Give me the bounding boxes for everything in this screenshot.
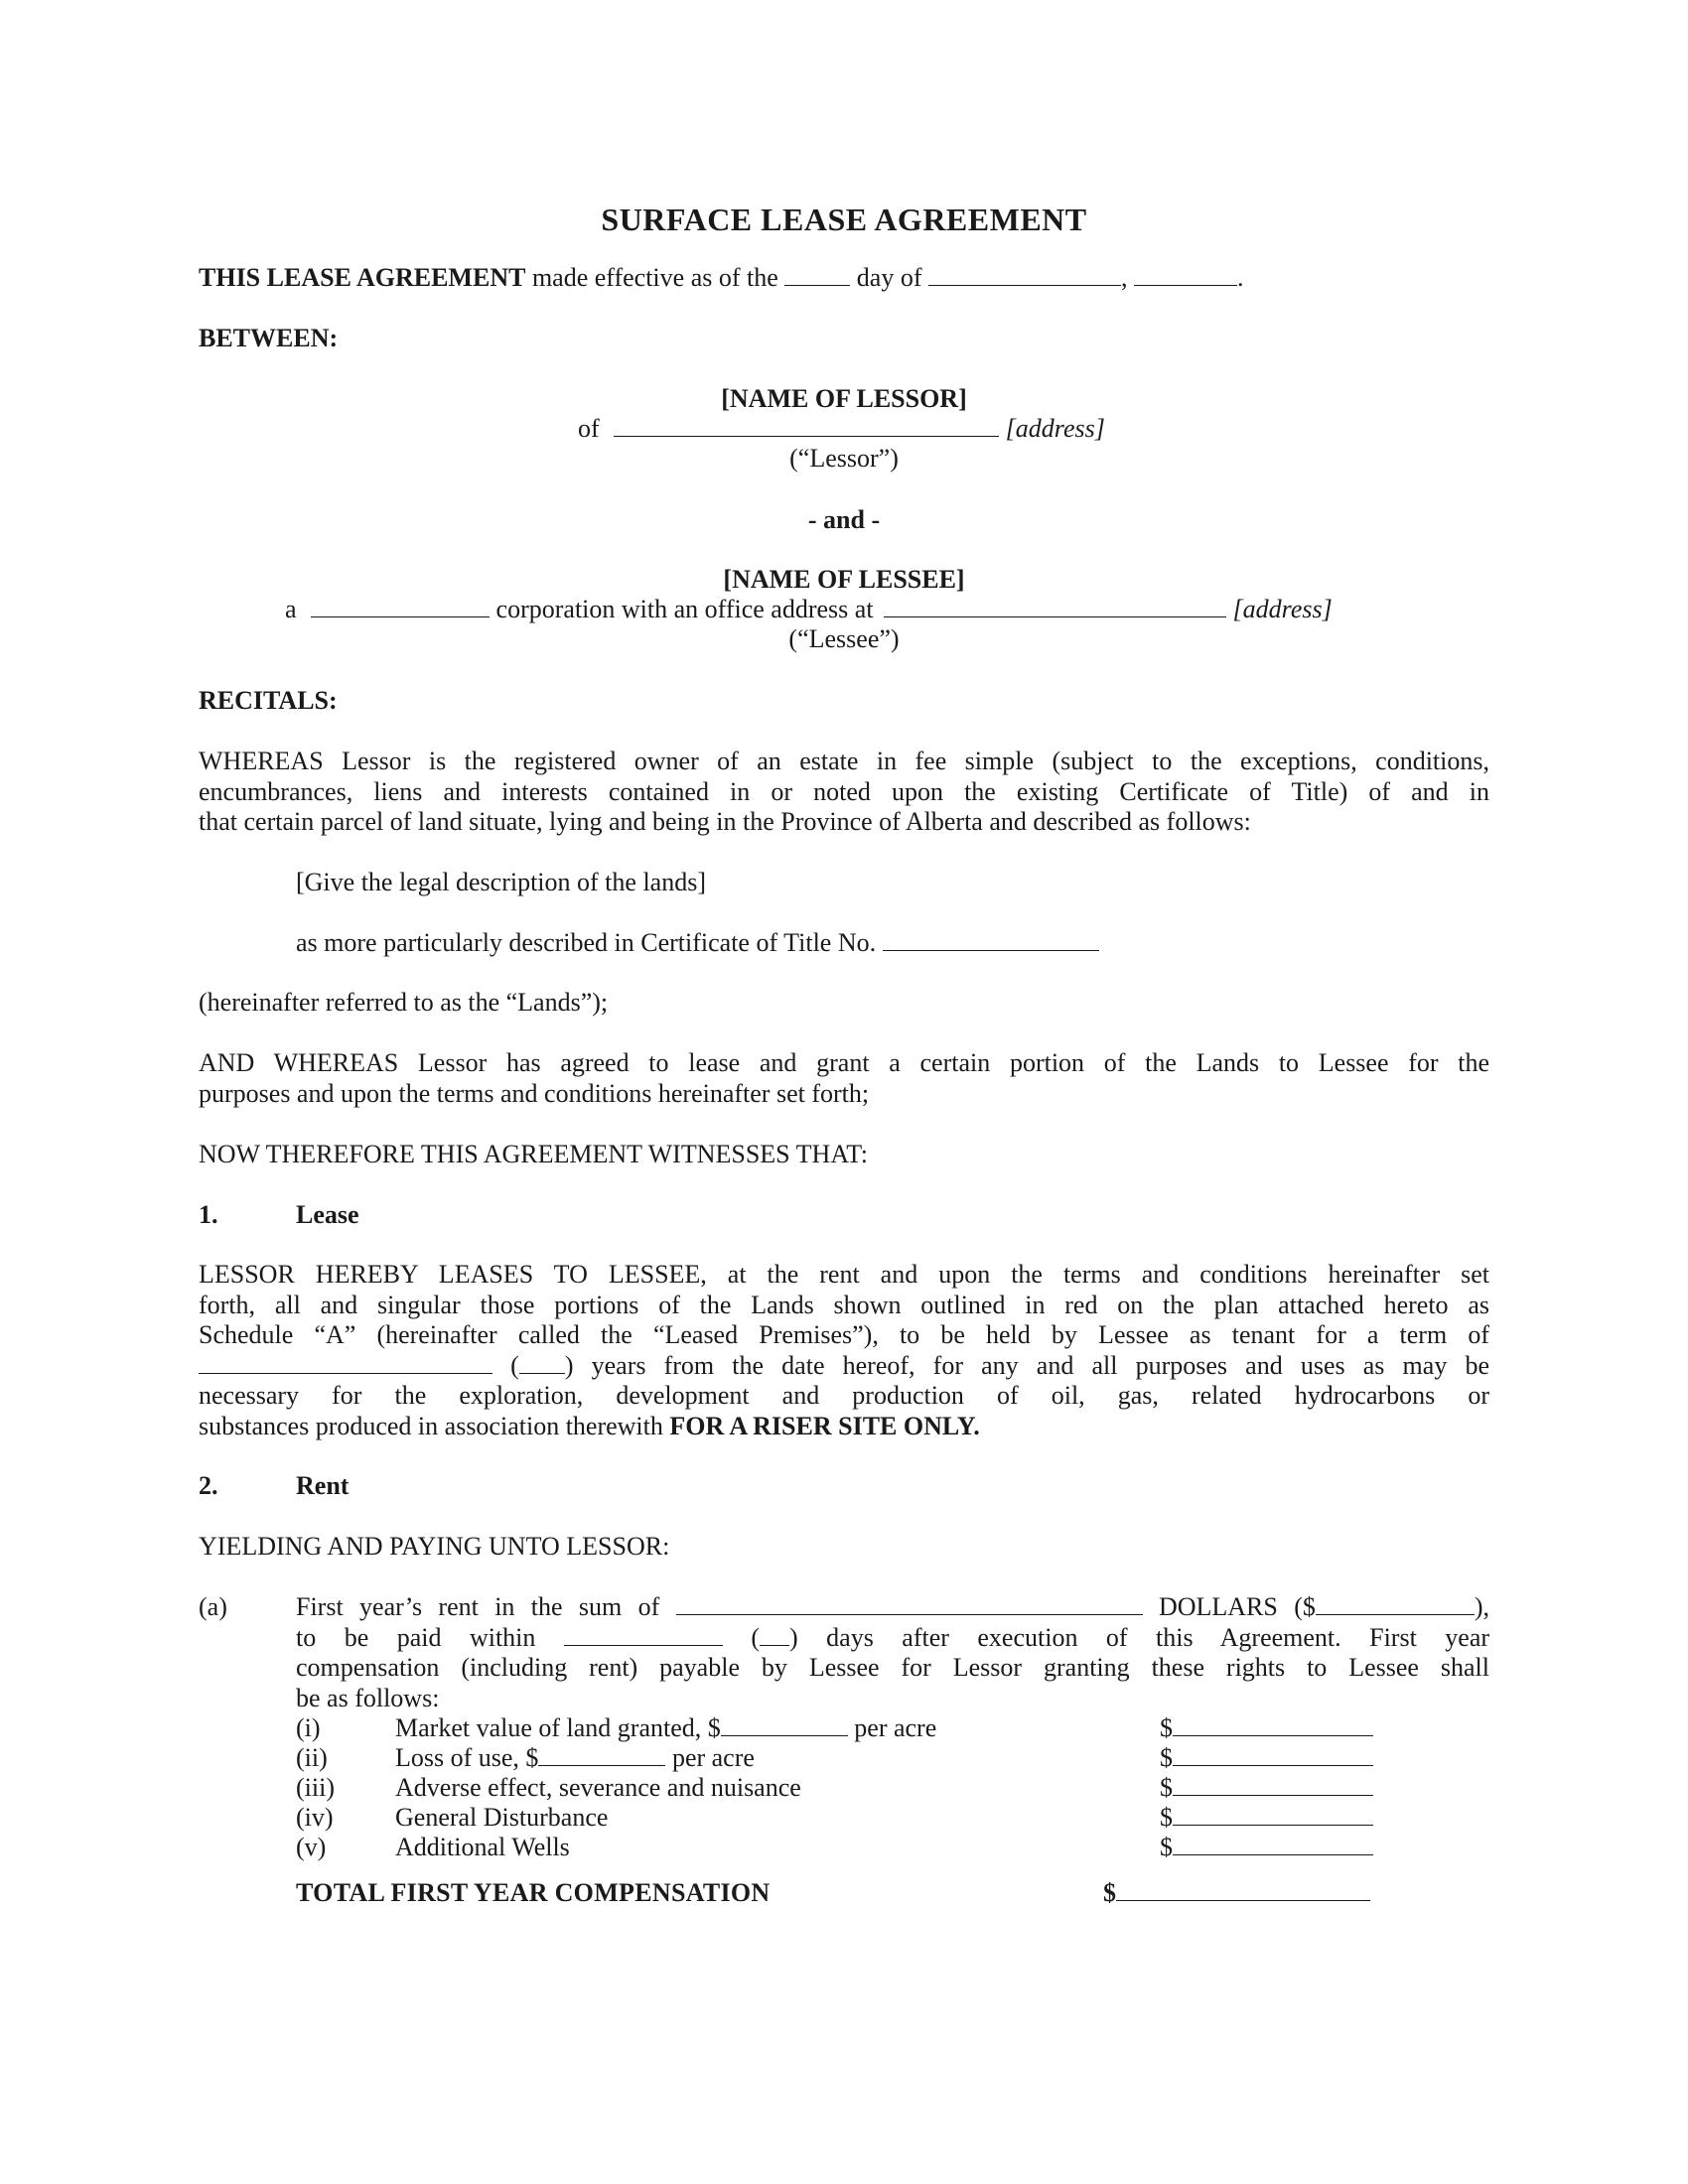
market-value-rate-blank[interactable] <box>721 1713 848 1736</box>
sub-item-amount <box>1160 1713 1373 1743</box>
day-blank[interactable] <box>784 263 850 286</box>
lessor-role: (“Lessor”) <box>789 444 899 473</box>
sub-item-text: Additional Wells <box>395 1833 570 1861</box>
term-number-blank[interactable] <box>519 1351 565 1374</box>
dollar-sign: $ <box>1160 1773 1173 1802</box>
market-value-text: Market value of land granted, $ <box>395 1713 721 1742</box>
intro-line <box>199 263 1243 293</box>
sub-item-num: (v) <box>296 1833 327 1861</box>
whereas1-line: encumbrances, liens and interests contained in or noted upon the existing Certificate of Title) of and in <box>199 776 1489 806</box>
whereas2-line: AND WHEREAS Lessor has agreed to lease and grant a certain portion of the Lands to Lessee for the <box>199 1048 1489 1077</box>
sub-item-num: (iii) <box>296 1773 335 1802</box>
section1-number: 1. <box>199 1200 218 1229</box>
dollar-sign: $ <box>1103 1878 1116 1907</box>
dollar-sign: $ <box>1160 1833 1173 1861</box>
lessor-address-line <box>578 414 1105 444</box>
additional-wells-amount-blank[interactable] <box>1173 1833 1373 1855</box>
section2-heading: Rent <box>296 1471 350 1500</box>
dollars-text: DOLLARS ($ <box>1158 1592 1316 1621</box>
adverse-effect-amount-blank[interactable] <box>1173 1773 1373 1796</box>
and-separator: - and - <box>807 505 881 534</box>
days-words-blank[interactable] <box>564 1623 723 1646</box>
sub-item-num: (iv) <box>296 1803 334 1832</box>
lessee-role: (“Lessee”) <box>788 624 900 653</box>
whereas1-line: WHEREAS Lessor is the registered owner of an estate in fee simple (subject to the exceptions, conditions, <box>199 747 1489 775</box>
certificate-number-blank[interactable] <box>883 928 1099 951</box>
total-amount <box>1103 1878 1370 1908</box>
item-a-paragraph <box>296 1592 1489 1713</box>
sub-item-amount <box>1160 1803 1373 1833</box>
lessee-address-label: [address] <box>1232 595 1333 623</box>
whereas2-line: purposes and upon the terms and conditions hereinafter set forth; <box>199 1078 870 1108</box>
total-amount-blank[interactable] <box>1116 1878 1370 1901</box>
section1-last-plain: substances produced in association therewith <box>199 1411 670 1440</box>
certificate-text: as more particularly described in Certificate of Title No. <box>296 928 877 957</box>
rent-words-blank[interactable] <box>676 1592 1143 1615</box>
certificate-line <box>296 928 1099 958</box>
lessor-of: of <box>578 414 600 443</box>
whereas-paragraph-1 <box>199 747 1489 838</box>
sub-item-text <box>395 1713 936 1743</box>
intro-day-of: day of <box>856 263 922 292</box>
term-paren-open: ( <box>510 1350 519 1380</box>
lessor-name: [NAME OF LESSOR] <box>721 384 967 413</box>
loss-of-use-text: Loss of use, $ <box>395 1743 539 1772</box>
section1-paragraph <box>199 1260 1489 1441</box>
item-a-line3: compensation (including rent) payable by Lessee for Lessor granting these rights to Lessee shall <box>296 1653 1489 1682</box>
lessee-corp-text: corporation with an office address at <box>495 595 874 623</box>
dollar-sign: $ <box>1160 1713 1173 1742</box>
riser-site-emphasis: FOR A RISER SITE ONLY. <box>669 1411 980 1440</box>
month-blank[interactable] <box>928 263 1121 286</box>
sub-item-text: Adverse effect, severance and nuisance <box>395 1773 801 1802</box>
days-number-blank[interactable] <box>760 1623 789 1646</box>
rent-amount-blank[interactable] <box>1316 1592 1475 1615</box>
section1-line: LESSOR HEREBY LEASES TO LESSEE, at the rent and upon the terms and conditions hereinafter set <box>199 1260 1489 1289</box>
item-a-line2-end: ) days after execution of this Agreement. First year <box>789 1622 1490 1652</box>
corporation-type-blank[interactable] <box>311 595 490 617</box>
intro-comma: , <box>1120 263 1128 292</box>
section2-number: 2. <box>199 1471 218 1500</box>
sub-item-amount <box>1160 1743 1373 1773</box>
section1-line: necessary for the exploration, development and production of oil, gas, related hydrocarbons or <box>199 1381 1489 1410</box>
lessee-address-blank[interactable] <box>884 595 1226 617</box>
lessor-address-label: [address] <box>1005 414 1105 443</box>
sub-item-text <box>395 1743 755 1773</box>
section1-line-term <box>199 1351 1489 1382</box>
per-acre-text: per acre <box>671 1743 755 1772</box>
dollar-sign: $ <box>1160 1803 1173 1832</box>
section1-heading: Lease <box>296 1200 359 1229</box>
days-paren-open: ( <box>751 1622 761 1652</box>
section1-line-last <box>199 1412 1489 1442</box>
item-a-line1-end: ), <box>1474 1592 1490 1621</box>
loss-of-use-amount-blank[interactable] <box>1173 1743 1373 1766</box>
item-a-line1 <box>296 1592 1489 1623</box>
sub-item-amount <box>1160 1833 1373 1862</box>
market-value-amount-blank[interactable] <box>1173 1713 1373 1736</box>
intro-lead: THIS LEASE AGREEMENT <box>199 263 526 292</box>
per-acre-text: per acre <box>854 1713 937 1742</box>
yielding-text: YIELDING AND PAYING UNTO LESSOR: <box>199 1532 670 1561</box>
sub-item-text: General Disturbance <box>395 1803 609 1832</box>
intro-rest: made effective as of the <box>525 263 778 292</box>
total-label: TOTAL FIRST YEAR COMPENSATION <box>296 1878 771 1907</box>
item-a-line4: be as follows: <box>296 1683 440 1712</box>
paid-within-text: to be paid within <box>296 1622 536 1652</box>
lessee-name: [NAME OF LESSEE] <box>723 565 965 594</box>
dollar-sign: $ <box>1160 1743 1173 1772</box>
term-words-blank[interactable] <box>199 1351 492 1374</box>
sub-item-num: (i) <box>296 1713 321 1742</box>
sub-item-num: (ii) <box>296 1743 328 1772</box>
intro-period: . <box>1236 263 1244 292</box>
now-therefore: NOW THEREFORE THIS AGREEMENT WITNESSES THAT: <box>199 1140 869 1168</box>
legal-description: [Give the legal description of the lands] <box>296 868 706 896</box>
between-label: BETWEEN: <box>199 324 339 352</box>
lessee-a: a <box>285 595 297 623</box>
sub-item-amount <box>1160 1773 1373 1803</box>
document-title: SURFACE LEASE AGREEMENT <box>601 202 1087 237</box>
loss-of-use-rate-blank[interactable] <box>538 1743 665 1766</box>
whereas1-line: that certain parcel of land situate, lying and being in the Province of Alberta and described as follows: <box>199 807 1251 836</box>
section1-line: Schedule “A” (hereinafter called the “Leased Premises”), to be held by Lessee as tenant for a term of <box>199 1320 1489 1349</box>
hereinafter-lands: (hereinafter referred to as the “Lands”); <box>199 988 609 1017</box>
lessee-address-line <box>285 595 1333 624</box>
whereas-paragraph-2 <box>199 1048 1489 1109</box>
item-a-line2 <box>296 1623 1489 1654</box>
lessor-address-blank[interactable] <box>614 414 999 437</box>
rent-sum-text: First year’s rent in the sum of <box>296 1592 660 1621</box>
year-blank[interactable] <box>1134 263 1237 286</box>
general-disturbance-amount-blank[interactable] <box>1173 1803 1373 1826</box>
term-rest: ) years from the date hereof, for any and all purposes and uses as may be <box>564 1350 1489 1380</box>
item-a-label: (a) <box>199 1592 227 1621</box>
section1-line: forth, all and singular those portions of the Lands shown outlined in red on the plan attached hereto as <box>199 1290 1489 1319</box>
recitals-label: RECITALS: <box>199 686 338 715</box>
